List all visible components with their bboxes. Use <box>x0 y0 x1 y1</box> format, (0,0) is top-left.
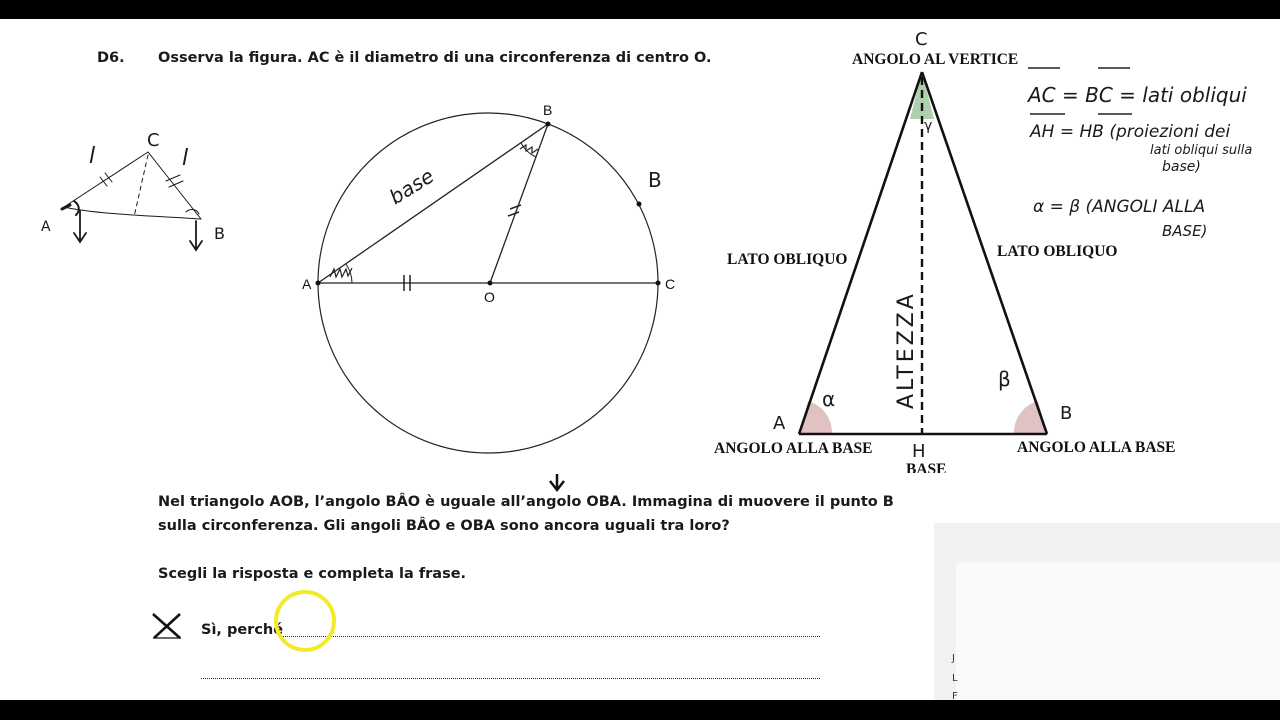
side-panel-char-3: F <box>952 691 958 700</box>
note-line-4: base) <box>1162 159 1201 175</box>
small-triangle-sketch <box>62 152 202 250</box>
hand-gamma: γ <box>924 118 933 134</box>
hand-base-label: base <box>384 163 439 210</box>
side-panel-char-2: L <box>952 673 958 684</box>
sketch-arrow-b <box>190 221 202 250</box>
base-label: BASE <box>906 461 947 473</box>
question-instruction: Scegli la risposta e completa la frase. <box>158 566 467 582</box>
side-panel-inner <box>956 563 1280 700</box>
hand-alpha: α <box>822 387 836 411</box>
sketch-label-l-right: l <box>182 146 189 171</box>
option-yes-label: Sì, perché <box>201 622 284 638</box>
circle-label-c: C <box>665 276 676 292</box>
sketch-angle-a <box>74 201 79 215</box>
sketch-label-l-left: l <box>89 144 96 169</box>
note-line-3: lati obliqui sulla <box>1150 143 1253 158</box>
note-line-2: AH = HB (proiezioni dei <box>1030 122 1231 142</box>
side-panel <box>934 523 1280 700</box>
question-text-line-1: Nel triangolo AOB, l’angolo BÂO è uguale all’angolo OBA. Immagina di muovere il punto B <box>158 494 894 510</box>
point-a-dot <box>316 281 321 286</box>
circle-label-a: A <box>302 276 312 292</box>
base-angle-left-label: ANGOLO ALLA BASE <box>714 440 873 457</box>
segment-ob <box>490 124 548 283</box>
hand-h: H <box>912 441 926 462</box>
point-c-dot <box>656 281 661 286</box>
cursor-highlight-ring <box>274 590 336 652</box>
worksheet-page <box>0 19 1280 700</box>
circle-label-b: B <box>543 102 553 118</box>
vertex-angle-label: ANGOLO AL VERTICE <box>852 51 1019 68</box>
hand-a: A <box>773 413 786 434</box>
handwritten-notes <box>1026 68 1252 240</box>
answer-line-1[interactable] <box>280 636 820 637</box>
note-line-6: BASE) <box>1162 222 1208 240</box>
circle-label-o: O <box>484 289 495 305</box>
base-angle-right-label: ANGOLO ALLA BASE <box>1017 439 1176 456</box>
question-number: D6. <box>97 50 125 66</box>
tick-ob <box>508 205 521 216</box>
sketch-side-ac <box>64 152 148 207</box>
side-right-label: LATO OBLIQUO <box>997 243 1118 260</box>
note-line-5: α = β (ANGOLI ALLA <box>1033 197 1206 217</box>
question-prompt: Osserva la figura. AC è il diametro di una circonferenza di centro O. <box>158 50 712 66</box>
sketch-label-c: C <box>147 130 160 151</box>
answer-line-2[interactable] <box>201 678 820 679</box>
note-line-1: AC = BC = lati obliqui <box>1028 83 1247 107</box>
sketch-base <box>64 207 201 219</box>
hand-altezza: ALTEZZA <box>894 291 919 409</box>
question-text-line-2: sulla circonferenza. Gli angoli BÂO e OBA sono ancora uguali tra loro? <box>158 518 730 534</box>
side-panel-char-1: J <box>952 653 955 664</box>
sketch-label-b: B <box>214 224 225 243</box>
point-b-dot <box>546 122 551 127</box>
down-arrow-mark <box>550 474 564 490</box>
segment-ab <box>318 124 548 283</box>
hand-b2-label: B <box>648 168 662 192</box>
sketch-label-a: A <box>41 219 51 235</box>
checkbox-crossed[interactable] <box>150 611 184 641</box>
point-o-dot <box>488 281 493 286</box>
sketch-side-cb <box>148 152 201 219</box>
side-left-label: LATO OBLIQUO <box>727 251 848 268</box>
hand-beta: β <box>998 367 1011 391</box>
point-b2-dot <box>637 202 642 207</box>
sketch-height <box>134 155 148 217</box>
hand-c: C <box>915 29 928 50</box>
hand-b: B <box>1060 403 1073 424</box>
